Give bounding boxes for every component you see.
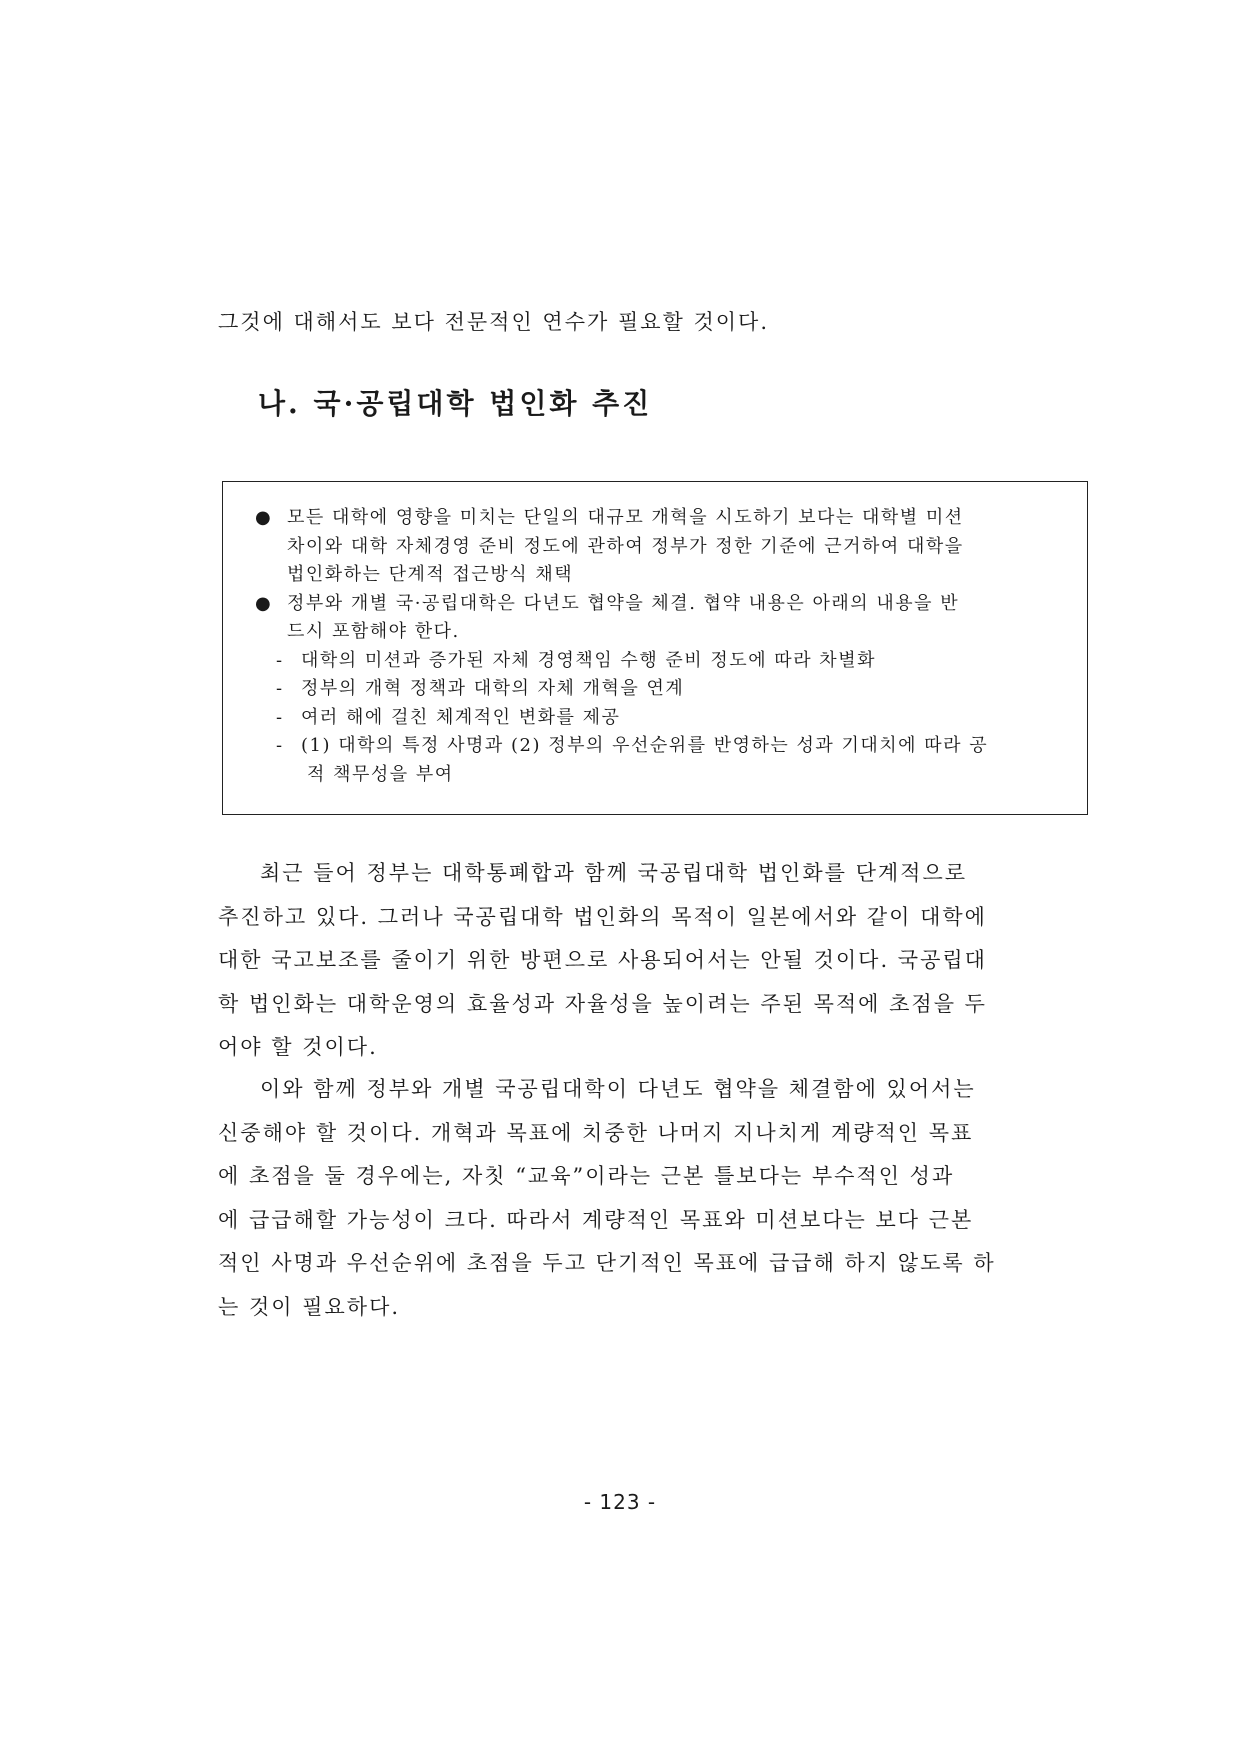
paragraph-line: 는 것이 필요하다. [218,1294,401,1319]
paragraph-line: 에 급급해할 가능성이 크다. 따라서 계량적인 목표와 미션보다는 보다 근본 [218,1207,974,1232]
summary-box [222,481,1088,815]
dash-icon: - [276,649,284,671]
bullet-line: 법인화하는 단계적 접근방식 채택 [287,564,574,585]
dash-icon: - [276,678,284,699]
summary-sub-item-3 [253,704,1073,733]
paragraph-line: 추진하고 있다. 그러나 국공립대학 법인화의 목적이 일본에서와 같이 대학에 [218,904,987,929]
paragraph-line: 최근 들어 정부는 대학통폐합과 함께 국공립대학 법인화를 단계적으로 [260,861,968,885]
sub-item-line: (1) 대학의 특정 사명과 (2) 정부의 우선순위를 반영하는 성과 기대치에 따라 공 [301,735,989,756]
paragraph-line: 에 초점을 둘 경우에는, 자칫 “교육”이라는 근본 틀보다는 부수적인 성과 [218,1164,955,1188]
dash-icon: - [276,706,284,728]
paragraph-line: 신중해야 할 것이다. 개혁과 목표에 치중한 나머지 지나치게 계량적인 목표 [218,1120,974,1145]
dash-icon: - [276,735,284,756]
bullet-dot-icon: ● [255,507,273,528]
sub-item-line: 정부의 개혁 정책과 대학의 자체 개혁을 연계 [301,678,685,699]
body-paragraph-1 [218,852,1018,1070]
body-paragraph-2 [218,1068,1018,1329]
paragraph-line: 학 법인화는 대학운영의 효율성과 자율성을 높이려는 주된 목적에 초점을 두 [218,991,987,1016]
summary-box-content [253,504,1073,789]
paragraph-line: 어야 할 것이다. [218,1035,378,1059]
sub-item-line: 대학의 미션과 증가된 자체 경영책임 수행 준비 정도에 따라 차별화 [301,649,876,671]
paragraph-line: 대한 국고보조를 줄이기 위한 방편으로 사용되어서는 안될 것이다. 국공립대 [218,948,987,972]
page-number: - 123 - [583,1490,657,1514]
summary-sub-item-4 [253,732,1073,789]
sub-item-line: 적 책무성을 부여 [307,763,454,785]
intro-line: 그것에 대해서도 보다 전문적인 연수가 필요할 것이다. [218,310,770,334]
bullet-line: 모든 대학에 영향을 미치는 단일의 대규모 개혁을 시도하기 보다는 대학별 미션 [287,507,964,528]
section-heading: 나. 국·공립대학 법인화 추진 [258,387,653,420]
sub-item-line: 여러 해에 걸친 체계적인 변화를 제공 [301,706,621,728]
paragraph-line: 이와 함께 정부와 개별 국공립대학이 다년도 협약을 체결함에 있어서는 [260,1077,976,1101]
bullet-line: 드시 포함해야 한다. [287,621,460,642]
summary-bullet-2 [253,590,1073,647]
summary-sub-item-1 [253,647,1073,676]
bullet-line: 정부와 개별 국·공립대학은 다년도 협약을 체결. 협약 내용은 아래의 내용을 반 [287,592,960,614]
bullet-dot-icon: ● [255,592,273,614]
summary-bullet-1 [253,504,1073,590]
summary-sub-item-2 [253,675,1073,704]
paragraph-line: 적인 사명과 우선순위에 초점을 두고 단기적인 목표에 급급해 하지 않도록 하 [218,1251,996,1275]
bullet-line: 차이와 대학 자체경영 준비 정도에 관하여 정부가 정한 기준에 근거하여 대학을 [287,535,964,557]
